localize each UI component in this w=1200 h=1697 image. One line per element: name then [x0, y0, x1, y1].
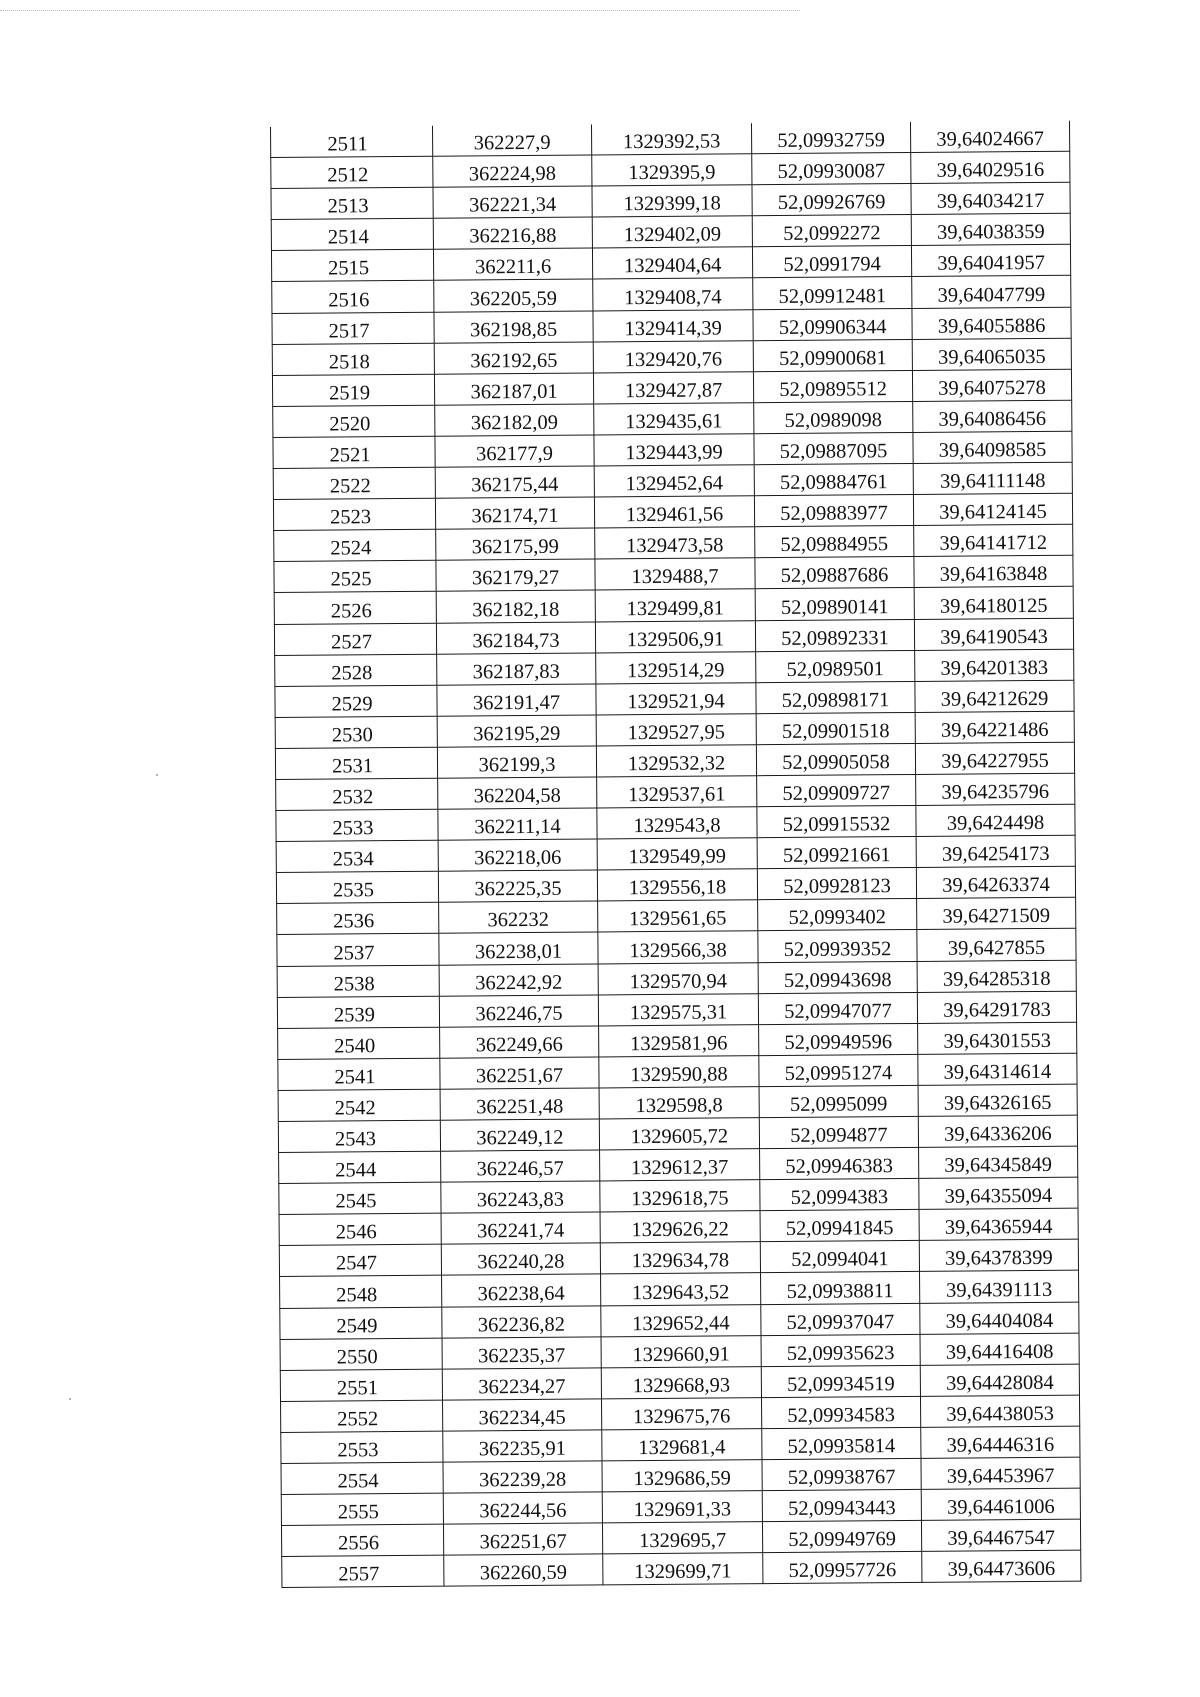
x-coordinate-cell: 362184,73	[436, 621, 595, 653]
y-coordinate-cell: 1329695,7	[602, 1522, 762, 1554]
point-number-cell: 2554	[281, 1462, 443, 1494]
x-coordinate-cell: 362205,59	[434, 279, 593, 311]
x-coordinate-cell: 362211,14	[438, 808, 597, 840]
y-coordinate-cell: 1329605,72	[599, 1118, 759, 1150]
point-number-cell: 2544	[279, 1151, 441, 1183]
point-number-cell: 2551	[280, 1369, 442, 1401]
longitude-cell: 39,64034217	[911, 182, 1070, 214]
longitude-cell: 39,64271509	[917, 898, 1076, 930]
x-coordinate-cell: 362227,9	[432, 124, 591, 156]
y-coordinate-cell: 1329612,37	[600, 1149, 760, 1181]
point-number-cell: 2536	[277, 903, 439, 935]
longitude-cell: 39,64086456	[913, 400, 1072, 432]
point-number-cell: 2512	[271, 156, 433, 188]
y-coordinate-cell: 1329598,8	[599, 1087, 759, 1119]
latitude-cell: 52,09938767	[762, 1458, 921, 1490]
latitude-cell: 52,09887686	[755, 557, 914, 589]
x-coordinate-cell: 362239,28	[443, 1461, 602, 1493]
longitude-cell: 39,64227955	[915, 742, 1074, 774]
longitude-cell: 39,64029516	[911, 151, 1070, 183]
point-number-cell: 2557	[282, 1555, 444, 1587]
x-coordinate-cell: 362204,58	[438, 777, 597, 809]
point-number-cell: 2515	[271, 250, 433, 282]
x-coordinate-cell: 362177,9	[435, 435, 594, 467]
longitude-cell: 39,6427855	[917, 929, 1076, 961]
x-coordinate-cell: 362199,3	[437, 746, 596, 778]
latitude-cell: 52,0995099	[759, 1085, 918, 1117]
longitude-cell: 39,64263374	[916, 866, 1075, 898]
x-coordinate-cell: 362243,83	[441, 1181, 600, 1213]
x-coordinate-cell: 362182,18	[436, 590, 595, 622]
latitude-cell: 52,09884955	[755, 526, 914, 558]
y-coordinate-cell: 1329514,29	[596, 651, 756, 683]
x-coordinate-cell: 362244,56	[443, 1492, 602, 1524]
point-number-cell: 2529	[275, 685, 437, 717]
x-coordinate-cell: 362235,91	[443, 1430, 602, 1462]
y-coordinate-cell: 1329618,75	[600, 1180, 760, 1212]
latitude-cell: 52,09890141	[755, 588, 914, 620]
longitude-cell: 39,64416408	[920, 1333, 1079, 1365]
x-coordinate-cell: 362179,27	[436, 559, 595, 591]
point-number-cell: 2545	[279, 1182, 441, 1214]
latitude-cell: 52,09915532	[757, 806, 916, 838]
longitude-cell: 39,64041957	[911, 245, 1070, 277]
point-number-cell: 2552	[281, 1400, 443, 1432]
y-coordinate-cell: 1329634,78	[600, 1242, 760, 1274]
x-coordinate-cell: 362246,57	[441, 1150, 600, 1182]
point-number-cell: 2538	[277, 965, 439, 997]
y-coordinate-cell: 1329575,31	[598, 993, 758, 1025]
point-number-cell: 2546	[279, 1213, 441, 1245]
point-number-cell: 2547	[279, 1245, 441, 1277]
y-coordinate-cell: 1329488,7	[595, 558, 755, 590]
longitude-cell: 39,64180125	[914, 587, 1073, 619]
longitude-cell: 39,64446316	[921, 1426, 1080, 1458]
y-coordinate-cell: 1329427,87	[593, 371, 753, 403]
x-coordinate-cell: 362251,48	[440, 1088, 599, 1120]
y-coordinate-cell: 1329537,61	[597, 776, 757, 808]
x-coordinate-cell: 362241,74	[441, 1212, 600, 1244]
longitude-cell: 39,64038359	[911, 213, 1070, 245]
latitude-cell: 52,09939352	[758, 930, 917, 962]
longitude-cell: 39,64098585	[913, 431, 1072, 463]
longitude-cell: 39,64345849	[919, 1146, 1078, 1178]
latitude-cell: 52,09930087	[752, 153, 911, 185]
x-coordinate-cell: 362236,82	[442, 1306, 601, 1338]
y-coordinate-cell: 1329566,38	[598, 931, 758, 963]
point-number-cell: 2539	[277, 996, 439, 1028]
point-number-cell: 2530	[275, 716, 437, 748]
scan-speck	[156, 774, 158, 776]
x-coordinate-cell: 362251,67	[440, 1057, 599, 1089]
table-body	[270, 121, 1080, 1588]
longitude-cell: 39,64201383	[915, 649, 1074, 681]
point-number-cell: 2518	[272, 343, 434, 375]
y-coordinate-cell: 1329581,96	[599, 1024, 759, 1056]
x-coordinate-cell: 362216,88	[433, 217, 592, 249]
y-coordinate-cell: 1329691,33	[602, 1491, 762, 1523]
longitude-cell: 39,64473606	[922, 1550, 1081, 1582]
y-coordinate-cell: 1329643,52	[601, 1273, 761, 1305]
y-coordinate-cell: 1329590,88	[599, 1056, 759, 1088]
point-number-cell: 2540	[278, 1027, 440, 1059]
latitude-cell: 52,0994383	[760, 1179, 919, 1211]
point-number-cell: 2548	[280, 1276, 442, 1308]
point-number-cell: 2553	[281, 1431, 443, 1463]
y-coordinate-cell: 1329499,81	[595, 589, 755, 621]
point-number-cell: 2534	[276, 840, 438, 872]
x-coordinate-cell: 362238,64	[442, 1274, 601, 1306]
latitude-cell: 52,09937047	[761, 1303, 920, 1335]
latitude-cell: 52,09938811	[761, 1272, 920, 1304]
latitude-cell: 52,09946383	[760, 1148, 919, 1180]
x-coordinate-cell: 362224,98	[433, 155, 592, 187]
point-number-cell: 2532	[276, 778, 438, 810]
point-number-cell: 2520	[273, 405, 435, 437]
point-number-cell: 2555	[281, 1493, 443, 1525]
scan-speck	[69, 1398, 71, 1400]
longitude-cell: 39,64212629	[915, 680, 1074, 712]
x-coordinate-cell: 362260,59	[444, 1554, 603, 1586]
longitude-cell: 39,64404084	[920, 1302, 1079, 1334]
y-coordinate-cell: 1329399,18	[592, 185, 752, 217]
longitude-cell: 39,64326165	[918, 1084, 1077, 1116]
scan-top-edge	[0, 10, 800, 11]
longitude-cell: 39,64301553	[918, 1022, 1077, 1054]
longitude-cell: 39,64467547	[921, 1519, 1080, 1551]
latitude-cell: 52,09934519	[761, 1365, 920, 1397]
y-coordinate-cell: 1329681,4	[602, 1429, 762, 1461]
y-coordinate-cell: 1329392,53	[591, 123, 751, 155]
point-number-cell: 2516	[272, 281, 434, 313]
y-coordinate-cell: 1329506,91	[595, 620, 755, 652]
coordinates-table	[270, 121, 1081, 1589]
longitude-cell: 39,64314614	[918, 1053, 1077, 1085]
y-coordinate-cell: 1329443,99	[594, 434, 754, 466]
x-coordinate-cell: 362242,92	[439, 963, 598, 995]
y-coordinate-cell: 1329686,59	[602, 1460, 762, 1492]
latitude-cell: 52,0994877	[759, 1116, 918, 1148]
y-coordinate-cell: 1329461,56	[594, 496, 754, 528]
latitude-cell: 52,09898171	[756, 681, 915, 713]
longitude-cell: 39,64065035	[912, 338, 1071, 370]
longitude-cell: 39,64428084	[920, 1364, 1079, 1396]
y-coordinate-cell: 1329473,58	[595, 527, 755, 559]
longitude-cell: 39,64024667	[910, 121, 1069, 153]
longitude-cell: 39,64111148	[913, 462, 1072, 494]
longitude-cell: 39,64355094	[919, 1177, 1078, 1209]
longitude-cell: 39,64047799	[912, 276, 1071, 308]
longitude-cell: 39,6424498	[916, 804, 1075, 836]
x-coordinate-cell: 362191,47	[437, 684, 596, 716]
y-coordinate-cell: 1329626,22	[600, 1211, 760, 1243]
y-coordinate-cell: 1329404,64	[592, 247, 752, 279]
point-number-cell: 2541	[278, 1058, 440, 1090]
latitude-cell: 52,09928123	[757, 868, 916, 900]
latitude-cell: 52,09884761	[754, 463, 913, 495]
latitude-cell: 52,09935814	[762, 1427, 921, 1459]
longitude-cell: 39,64378399	[919, 1240, 1078, 1272]
longitude-cell: 39,64254173	[916, 835, 1075, 867]
x-coordinate-cell: 362225,35	[438, 870, 597, 902]
latitude-cell: 52,09892331	[755, 619, 914, 651]
y-coordinate-cell: 1329402,09	[592, 216, 752, 248]
latitude-cell: 52,09934583	[761, 1396, 920, 1428]
longitude-cell: 39,64163848	[914, 556, 1073, 588]
y-coordinate-cell: 1329452,64	[594, 465, 754, 497]
point-number-cell: 2537	[277, 934, 439, 966]
point-number-cell: 2550	[280, 1338, 442, 1370]
x-coordinate-cell: 362240,28	[441, 1243, 600, 1275]
x-coordinate-cell: 362187,01	[434, 373, 593, 405]
y-coordinate-cell: 1329532,32	[596, 745, 756, 777]
latitude-cell: 52,09909727	[757, 774, 916, 806]
x-coordinate-cell: 362235,37	[442, 1337, 601, 1369]
x-coordinate-cell: 362251,67	[443, 1523, 602, 1555]
longitude-cell: 39,64075278	[912, 369, 1071, 401]
longitude-cell: 39,64461006	[921, 1488, 1080, 1520]
y-coordinate-cell: 1329527,95	[596, 713, 756, 745]
x-coordinate-cell: 362175,99	[436, 528, 595, 560]
point-number-cell: 2523	[273, 498, 435, 530]
point-number-cell: 2513	[271, 187, 433, 219]
y-coordinate-cell: 1329675,76	[601, 1398, 761, 1430]
point-number-cell: 2526	[274, 592, 436, 624]
y-coordinate-cell: 1329395,9	[592, 154, 752, 186]
y-coordinate-cell: 1329561,65	[598, 900, 758, 932]
latitude-cell: 52,09935623	[761, 1334, 920, 1366]
latitude-cell: 52,0989098	[754, 401, 913, 433]
point-number-cell: 2543	[278, 1120, 440, 1152]
latitude-cell: 52,0992272	[752, 215, 911, 247]
table-row	[282, 1550, 1081, 1587]
y-coordinate-cell: 1329570,94	[598, 962, 758, 994]
y-coordinate-cell: 1329652,44	[601, 1304, 761, 1336]
point-number-cell: 2524	[274, 529, 436, 561]
x-coordinate-cell: 362246,75	[439, 995, 598, 1027]
point-number-cell: 2533	[276, 809, 438, 841]
y-coordinate-cell: 1329556,18	[597, 869, 757, 901]
x-coordinate-cell: 362249,12	[440, 1119, 599, 1151]
point-number-cell: 2527	[274, 623, 436, 655]
point-number-cell: 2521	[273, 436, 435, 468]
longitude-cell: 39,64391113	[920, 1271, 1079, 1303]
latitude-cell: 52,09895512	[753, 370, 912, 402]
longitude-cell: 39,64336206	[918, 1115, 1077, 1147]
y-coordinate-cell: 1329420,76	[593, 340, 753, 372]
x-coordinate-cell: 362249,66	[440, 1026, 599, 1058]
latitude-cell: 52,0993402	[758, 899, 917, 931]
latitude-cell: 52,09900681	[753, 339, 912, 371]
latitude-cell: 52,09949769	[762, 1521, 921, 1553]
x-coordinate-cell: 362218,06	[438, 839, 597, 871]
longitude-cell: 39,64235796	[916, 773, 1075, 805]
latitude-cell: 52,09921661	[757, 837, 916, 869]
latitude-cell: 52,09943698	[758, 961, 917, 993]
y-coordinate-cell: 1329543,8	[597, 807, 757, 839]
latitude-cell: 52,09906344	[753, 308, 912, 340]
latitude-cell: 52,09957726	[763, 1552, 922, 1584]
x-coordinate-cell: 362221,34	[433, 186, 592, 218]
longitude-cell: 39,64291783	[917, 991, 1076, 1023]
y-coordinate-cell: 1329435,61	[594, 403, 754, 435]
point-number-cell: 2511	[270, 126, 432, 158]
point-number-cell: 2514	[271, 219, 433, 251]
longitude-cell: 39,64453967	[921, 1457, 1080, 1489]
x-coordinate-cell: 362175,44	[435, 466, 594, 498]
latitude-cell: 52,0994041	[760, 1241, 919, 1273]
y-coordinate-cell: 1329521,94	[596, 682, 756, 714]
x-coordinate-cell: 362238,01	[439, 932, 598, 964]
x-coordinate-cell: 362211,6	[433, 248, 592, 280]
latitude-cell: 52,09887095	[754, 432, 913, 464]
x-coordinate-cell: 362195,29	[437, 715, 596, 747]
point-number-cell: 2549	[280, 1307, 442, 1339]
longitude-cell: 39,64055886	[912, 307, 1071, 339]
y-coordinate-cell: 1329408,74	[593, 278, 753, 310]
latitude-cell: 52,0989501	[756, 650, 915, 682]
latitude-cell: 52,09905058	[756, 743, 915, 775]
x-coordinate-cell: 362192,65	[434, 342, 593, 374]
latitude-cell: 52,09901518	[756, 712, 915, 744]
y-coordinate-cell: 1329414,39	[593, 309, 753, 341]
point-number-cell: 2531	[275, 747, 437, 779]
point-number-cell: 2517	[272, 312, 434, 344]
x-coordinate-cell: 362234,45	[443, 1399, 602, 1431]
latitude-cell: 52,09949596	[759, 1023, 918, 1055]
longitude-cell: 39,64190543	[914, 618, 1073, 650]
x-coordinate-cell: 362187,83	[437, 653, 596, 685]
longitude-cell: 39,64365944	[919, 1208, 1078, 1240]
x-coordinate-cell: 362182,09	[435, 404, 594, 436]
x-coordinate-cell: 362198,85	[434, 311, 593, 343]
y-coordinate-cell: 1329660,91	[601, 1335, 761, 1367]
longitude-cell: 39,64141712	[914, 524, 1073, 556]
y-coordinate-cell: 1329699,71	[603, 1553, 763, 1585]
latitude-cell: 52,09951274	[759, 1054, 918, 1086]
y-coordinate-cell: 1329668,93	[601, 1366, 761, 1398]
point-number-cell: 2525	[274, 561, 436, 593]
latitude-cell: 52,09926769	[752, 184, 911, 216]
latitude-cell: 52,09883977	[754, 495, 913, 527]
x-coordinate-cell: 362234,27	[442, 1368, 601, 1400]
y-coordinate-cell: 1329549,99	[597, 838, 757, 870]
latitude-cell: 52,09941845	[760, 1210, 919, 1242]
point-number-cell: 2535	[276, 871, 438, 903]
latitude-cell: 52,09943443	[762, 1490, 921, 1522]
point-number-cell: 2556	[281, 1524, 443, 1556]
latitude-cell: 52,09912481	[753, 277, 912, 309]
x-coordinate-cell: 362232	[439, 901, 598, 933]
point-number-cell: 2522	[273, 467, 435, 499]
longitude-cell: 39,64221486	[915, 711, 1074, 743]
latitude-cell: 52,0991794	[752, 246, 911, 278]
latitude-cell: 52,09947077	[758, 992, 917, 1024]
x-coordinate-cell: 362174,71	[435, 497, 594, 529]
longitude-cell: 39,64124145	[913, 493, 1072, 525]
point-number-cell: 2519	[272, 374, 434, 406]
point-number-cell: 2542	[278, 1089, 440, 1121]
point-number-cell: 2528	[275, 654, 437, 686]
longitude-cell: 39,64438053	[920, 1395, 1079, 1427]
longitude-cell: 39,64285318	[917, 960, 1076, 992]
latitude-cell: 52,09932759	[751, 122, 910, 154]
